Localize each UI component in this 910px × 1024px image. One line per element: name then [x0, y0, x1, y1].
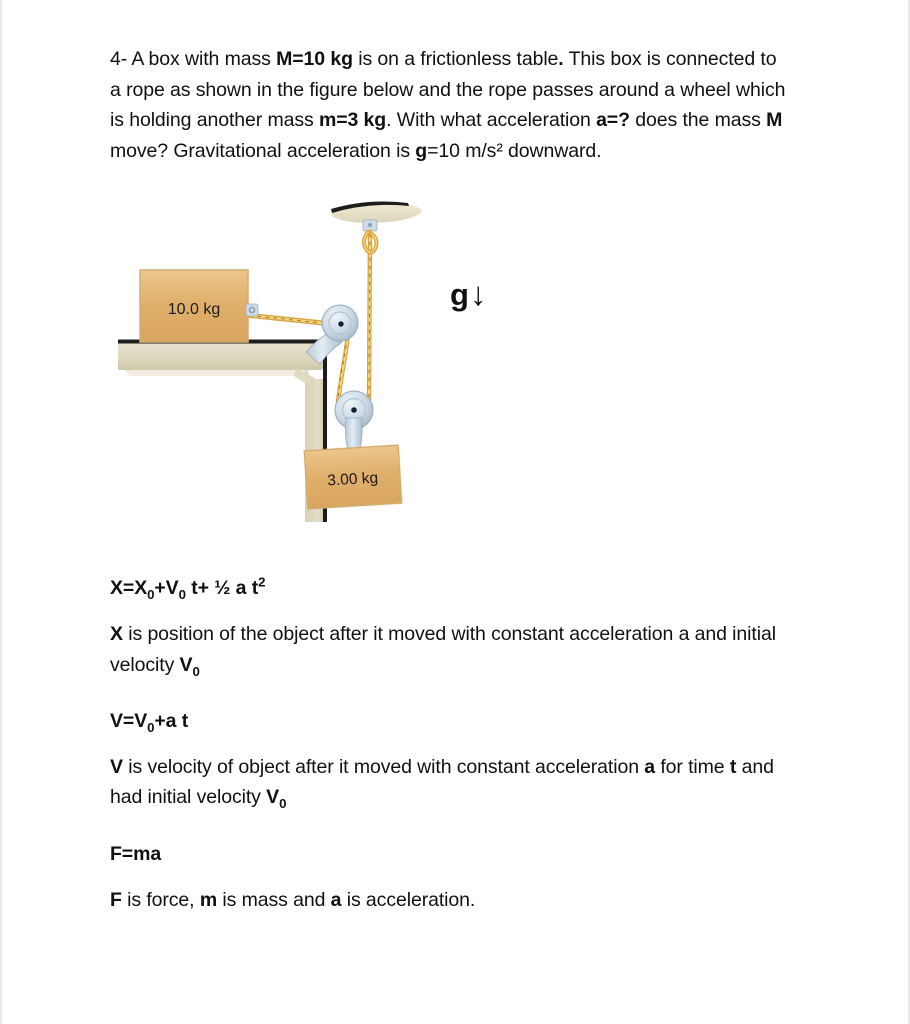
document-content [110, 44, 800, 915]
fixed-pulley [306, 305, 358, 364]
pulley-diagram [110, 192, 530, 542]
equation-velocity: $V=V_0+a$ t [110, 710, 189, 736]
ceiling-mount [331, 202, 422, 232]
equation-position: $X=X_0+V_0$ t+ ½ a $t^2$ [110, 574, 266, 603]
gravity-annotation [450, 275, 487, 313]
equation-force: F=ma [110, 842, 162, 865]
equation-description-velocity: V is velocity of object after it moved with constant acceleration a for time t and had initial velocity $V_0$ [110, 755, 774, 812]
equation-description-force: F is force, m is mass and a is acceleration. [110, 888, 476, 911]
block-3kg-label: 3.00 kg [326, 469, 379, 490]
block-10kg-label: 10.0 kg [167, 301, 221, 319]
gravity-label: g [450, 277, 469, 313]
physics-figure [110, 192, 800, 547]
problem-statement: 4- A box with mass M=10 kg is on a frictionless table. This box is connected to a rope as shown in the figure below and the rope passes around a wheel which is holding another mass m=3 kg. With what acceleration a=? does the mass M move? Gravitational acceleration is g=10 m/s² downward. [110, 48, 786, 162]
pulley-diagram-svg [110, 192, 530, 542]
equations-section [110, 573, 800, 915]
equation-description-position: X is position of the object after it moved with constant acceleration a and initial velocity $V_0$ [110, 622, 776, 679]
down-arrow-icon: ↓ [469, 275, 487, 313]
movable-pulley [335, 391, 373, 450]
